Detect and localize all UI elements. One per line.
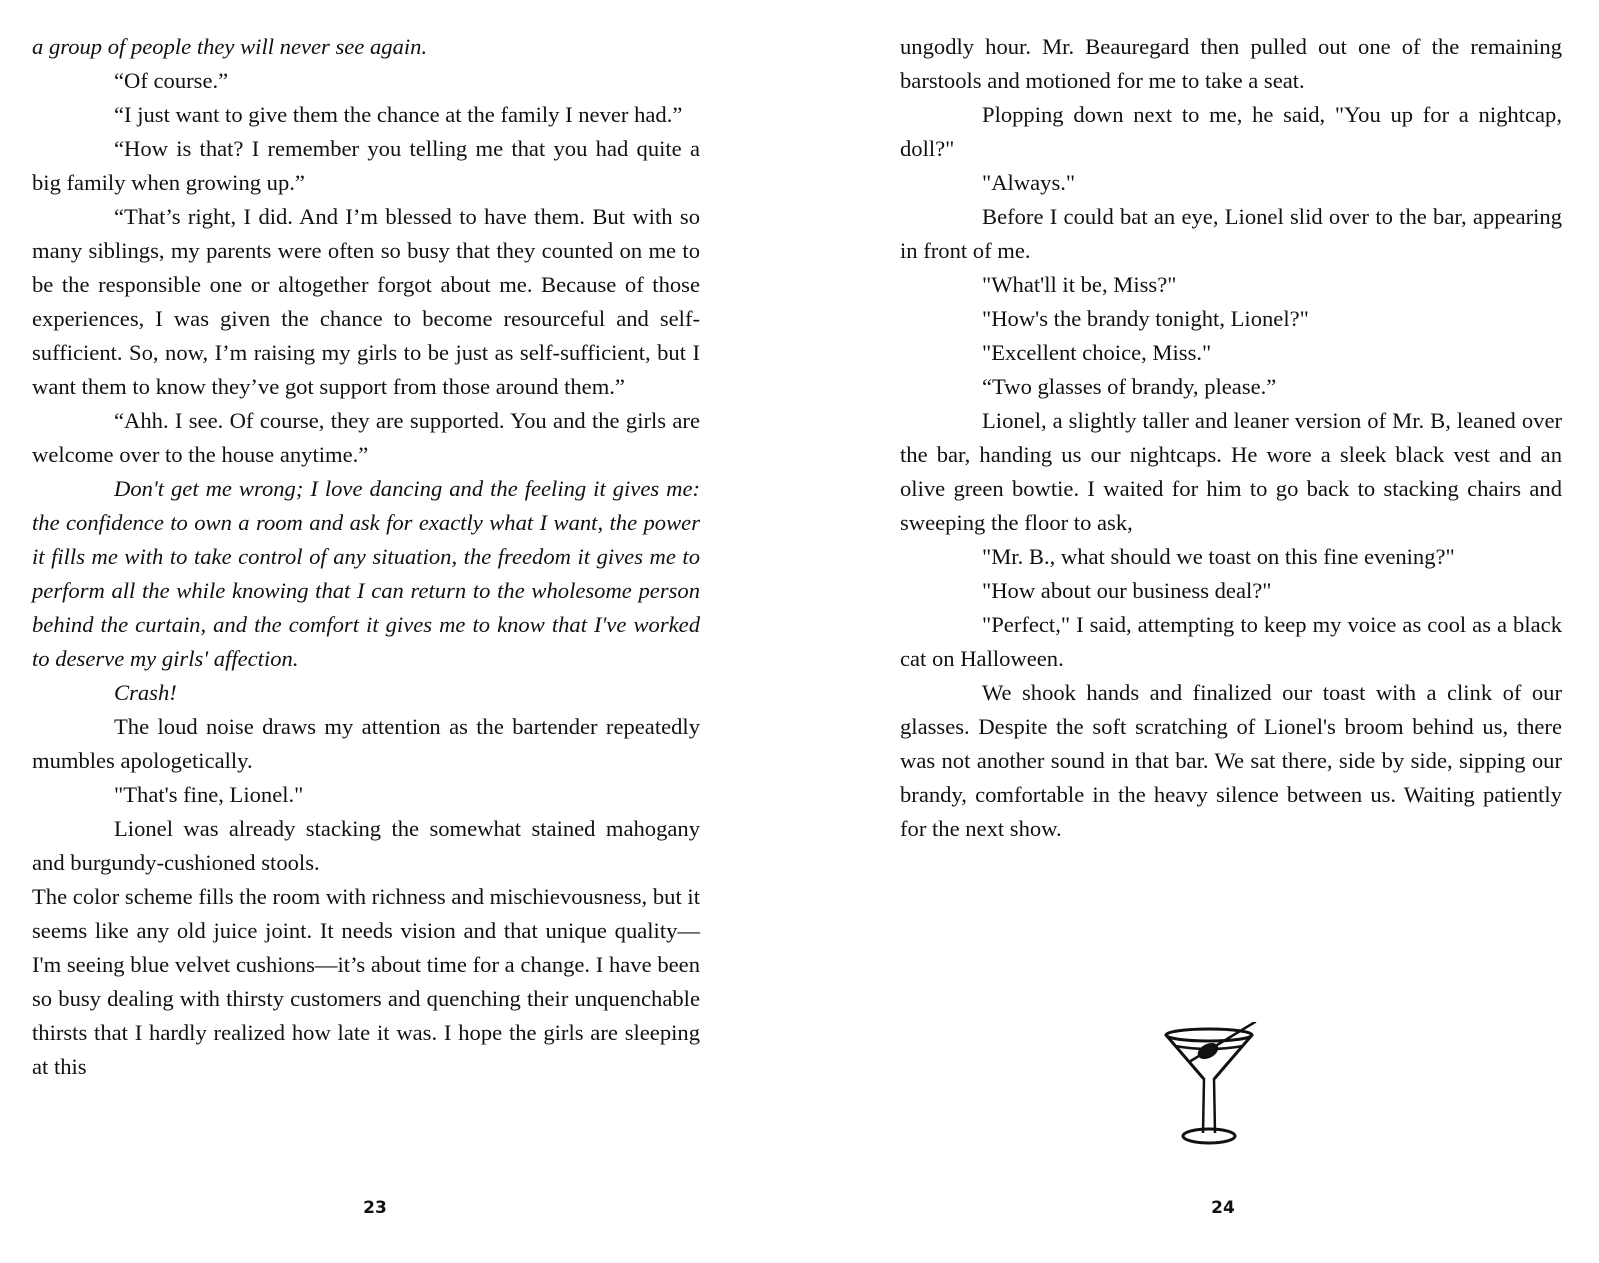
paragraph: "That's fine, Lionel." [114,782,304,807]
paragraph: The color scheme fills the room with richness and mischievousness, but it seems like any old juice joint. It needs vision and that unique quality—I'm seeing blue velvet cushions—it’s about time for a change. I have been so busy dealing with thirsty customers and quenching their unquenchable thirsts that I hardly realized how late it was. I hope the girls are sleeping at this [32,884,700,1079]
paragraph: "How about our business deal?" [982,578,1272,603]
paragraph: We shook hands and finalized our toast with a clink of our glasses. Despite the soft scratching of Lionel's broom behind us, there was not another sound in that bar. We sat there, side by side, sipping our brandy, comfortable in the heavy silence between us. Waiting patiently for the next show. [900,680,1562,841]
paragraph: Lionel was already stacking the somewhat stained mahogany and burgundy-cushioned stools. [32,816,700,875]
paragraph: "Mr. B., what should we toast on this fine evening?" [982,544,1455,569]
paragraph: “Ahh. I see. Of course, they are supported. You and the girls are welcome over to the house anytime.” [32,408,700,467]
page-number-right: 24 [1211,1198,1235,1218]
paragraph: “That’s right, I did. And I’m blessed to have them. But with so many siblings, my parents were often so busy that they counted on me to be the responsible one or altogether forgot about me. Because of those experiences, I was given the chance to become resourceful and self-sufficient. So, now, I’m raising my girls to be just as self-sufficient, but I want them to know they’ve got support from those around them.” [32,204,700,399]
paragraph: The loud noise draws my attention as the bartender repeatedly mumbles apologetically. [32,714,700,773]
paragraph: "How's the brandy tonight, Lionel?" [982,306,1309,331]
paragraph: Lionel, a slightly taller and leaner version of Mr. B, leaned over the bar, handing us our nightcaps. He wore a sleek black vest and an olive green bowtie. I waited for him to go back to stacking chairs and sweeping the floor to ask, [900,408,1562,535]
right-page [900,30,1562,846]
paragraph: Before I could bat an eye, Lionel slid over to the bar, appearing in front of me. [900,204,1562,263]
paragraph: ungodly hour. Mr. Beauregard then pulled out one of the remaining barstools and motioned for me to take a seat. [900,34,1562,93]
paragraph-inner-monologue: Don't get me wrong; I love dancing and the feeling it gives me: the confidence to own a room and ask for exactly what I want, the power it fills me with to take control of any situation, the freedom it gives me to perform all the while knowing that I can return to the wholesome person behind the curtain, and the comfort it gives me to know that I've worked to deserve my girls' affection. [32,476,700,671]
paragraph: "Perfect," I said, attempting to keep my voice as cool as a black cat on Halloween. [900,612,1562,671]
paragraph: "Always." [982,170,1076,195]
paragraph: "What'll it be, Miss?" [982,272,1177,297]
paragraph: “I just want to give them the chance at the family I never had.” [114,102,683,127]
martini-glass-icon [1163,1022,1267,1150]
paragraph: “Two glasses of brandy, please.” [982,374,1277,399]
paragraph: "Excellent choice, Miss." [982,340,1212,365]
paragraph: “How is that? I remember you telling me that you had quite a big family when growing up.” [32,136,700,195]
paragraph: Plopping down next to me, he said, "You up for a nightcap, doll?" [900,102,1562,161]
paragraph: “Of course.” [114,68,229,93]
page-number-left: 23 [363,1198,387,1218]
left-page [32,30,700,1084]
paragraph-crash: Crash! [114,680,177,705]
paragraph: a group of people they will never see again. [32,34,428,59]
